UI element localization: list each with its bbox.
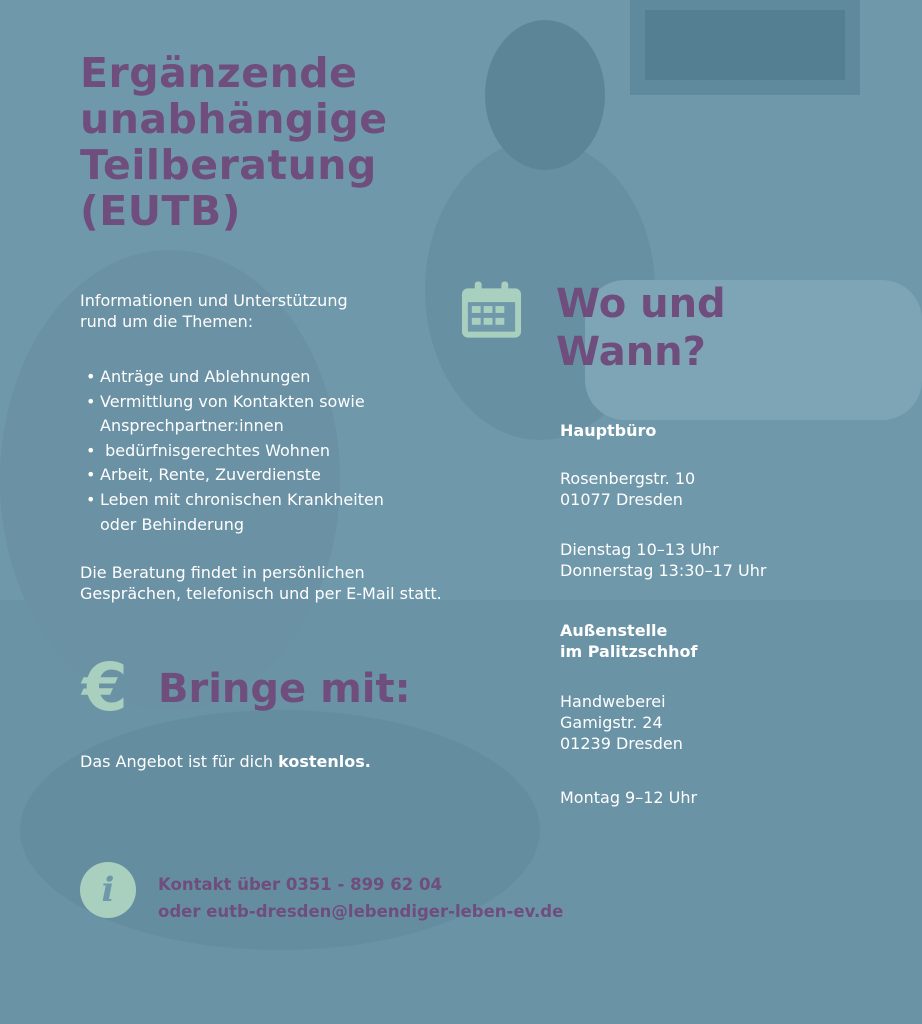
title-line: unabhängige [80, 95, 388, 143]
calendar-icon [460, 280, 523, 340]
contact-info [158, 871, 563, 925]
title-line: (EUTB) [80, 187, 241, 235]
page-title [80, 50, 388, 234]
list-item: • Anträge und Ablehnungen [80, 365, 480, 390]
contact-email[interactable]: oder eutb-dresden@lebendiger-leben-ev.de [158, 902, 564, 921]
info-icon: i [80, 862, 136, 918]
main-office-heading: Hauptbüro [560, 421, 657, 440]
main-office-address: Rosenbergstr. 10 01077 Dresden [560, 469, 696, 509]
list-item: • bedürfnisgerechtes Wohnen [80, 439, 480, 464]
branch-address: Handweberei Gamigstr. 24 01239 Dresden [560, 692, 683, 753]
euro-icon: € [82, 649, 128, 726]
contact-phone[interactable]: Kontakt über 0351 - 899 62 04 [158, 875, 442, 894]
branch-hours: Montag 9–12 Uhr [560, 788, 698, 807]
title-line: Ergänzende [80, 49, 358, 97]
intro-line: rund um die Themen: [80, 312, 254, 331]
where-when-heading: Wo und Wann? [556, 281, 726, 375]
intro-text [80, 290, 480, 332]
consultation-formats-text: Die Beratung findet in persönlichen Gesprächen, telefonisch und per E-Mail statt. [80, 563, 442, 603]
bring-heading: Bringe mit: [158, 666, 411, 712]
topics-list [80, 365, 480, 537]
list-item: • Arbeit, Rente, Zuverdienste [80, 463, 480, 488]
list-item: • Leben mit chronischen Krankheiten oder Behinderung [80, 488, 480, 537]
title-line: Teilberatung [80, 141, 377, 189]
free-of-charge-text: Das Angebot ist für dich kostenlos. [80, 752, 371, 771]
list-item: • Vermittlung von Kontakten sowie Ansprechpartner:innen [80, 390, 480, 439]
branch-heading: Außenstelle im Palitzschhof [560, 621, 698, 661]
free-emphasis: kostenlos. [278, 752, 371, 771]
intro-line: Informationen und Unterstützung [80, 291, 348, 310]
main-office-hours: Dienstag 10–13 Uhr Donnerstag 13:30–17 Uhr [560, 540, 767, 580]
